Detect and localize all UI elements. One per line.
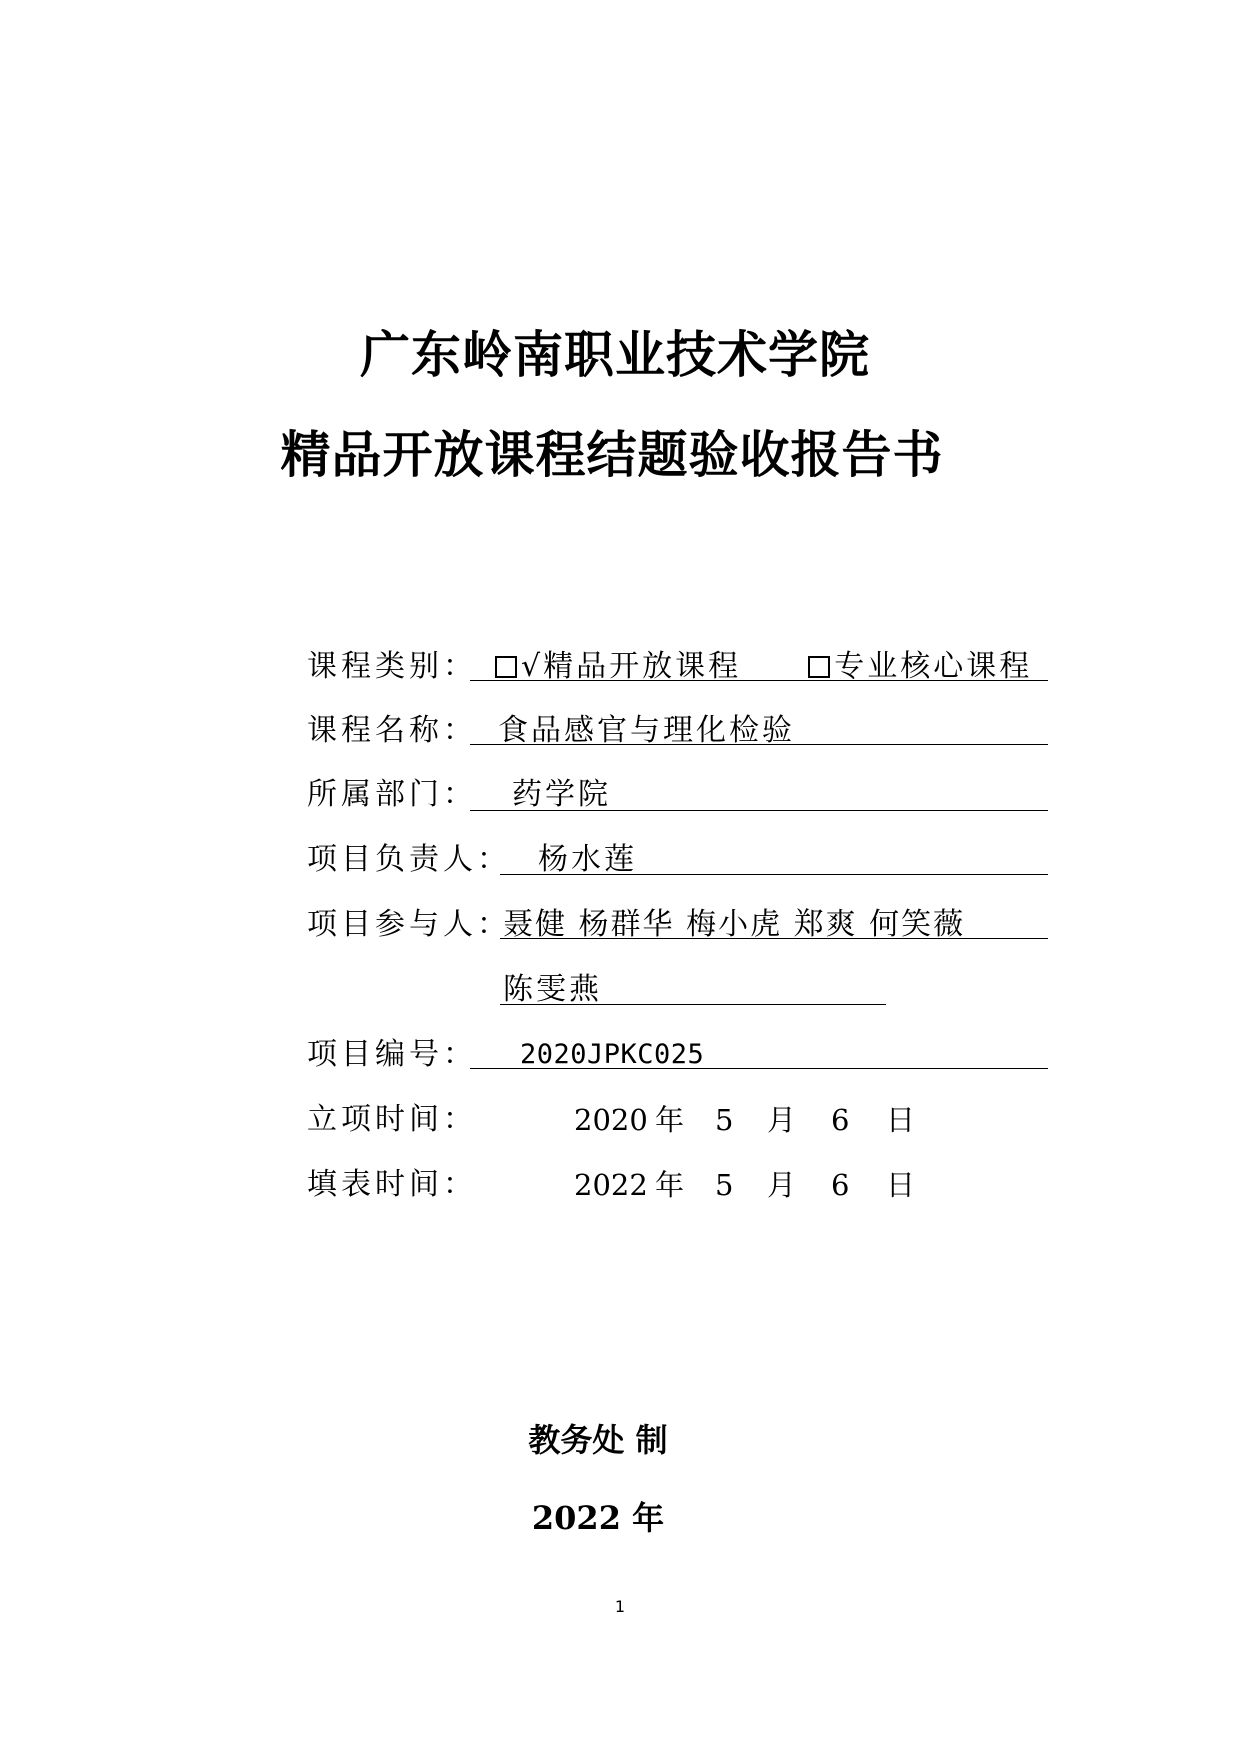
project-number-value: 2020JPKC025: [520, 1039, 705, 1070]
fill-date-month: 5: [715, 1168, 734, 1202]
fill-date-day: 6: [831, 1168, 850, 1202]
category-underline: [470, 680, 1048, 681]
fill-date-day-unit: 日: [886, 1168, 916, 1202]
leader-label: 项目负责人：: [307, 842, 511, 877]
course-name-value: 食品感官与理化检验: [498, 713, 795, 748]
course-name-underline: [470, 744, 1048, 745]
start-date-year: 2020: [574, 1103, 648, 1137]
participants-label: 项目参与人：: [307, 907, 511, 942]
department-value: 药学院: [512, 777, 611, 812]
checkbox-icon[interactable]: [495, 656, 517, 678]
document-title-line1: 广东岭南职业技术学院: [360, 325, 870, 384]
leader-value: 杨水莲: [538, 842, 637, 877]
course-name-label: 课程名称：: [307, 713, 477, 748]
page-number: 1: [614, 1597, 626, 1616]
start-date-day-unit: 日: [886, 1103, 916, 1137]
participants-line1: 聂健 杨群华 梅小虎 郑爽 何笑薇: [503, 907, 966, 942]
check-mark: √: [521, 649, 544, 684]
department-label: 所属部门：: [307, 777, 477, 812]
option-core-course: 专业核心课程: [834, 649, 1033, 684]
footer-year: 2022 年: [531, 1499, 665, 1537]
category-label: 课程类别：: [307, 649, 477, 684]
start-date-label: 立项时间：: [307, 1102, 477, 1137]
department-underline: [470, 810, 1048, 811]
start-date-month-unit: 月: [767, 1103, 797, 1137]
document-title-line2: 精品开放课程结题验收报告书: [280, 425, 944, 484]
project-number-underline: [470, 1068, 1048, 1069]
start-date-month: 5: [715, 1103, 734, 1137]
leader-underline: [500, 874, 1048, 875]
participants-line2: 陈雯燕: [503, 972, 602, 1007]
participants-underline1: [500, 938, 1048, 939]
fill-date-label: 填表时间：: [307, 1167, 477, 1202]
fill-date-year: 2022: [574, 1168, 648, 1202]
fill-date-year-unit: 年: [655, 1168, 685, 1202]
issuer: 教务处 制: [528, 1421, 668, 1459]
start-date-day: 6: [831, 1103, 850, 1137]
start-date-year-unit: 年: [655, 1103, 685, 1137]
option-excellent-course: 精品开放课程: [543, 649, 742, 684]
project-number-label: 项目编号：: [307, 1037, 477, 1072]
fill-date-month-unit: 月: [767, 1168, 797, 1202]
participants-underline2: [500, 1004, 886, 1005]
checkbox-icon[interactable]: [808, 656, 830, 678]
category-options: [495, 647, 1032, 687]
